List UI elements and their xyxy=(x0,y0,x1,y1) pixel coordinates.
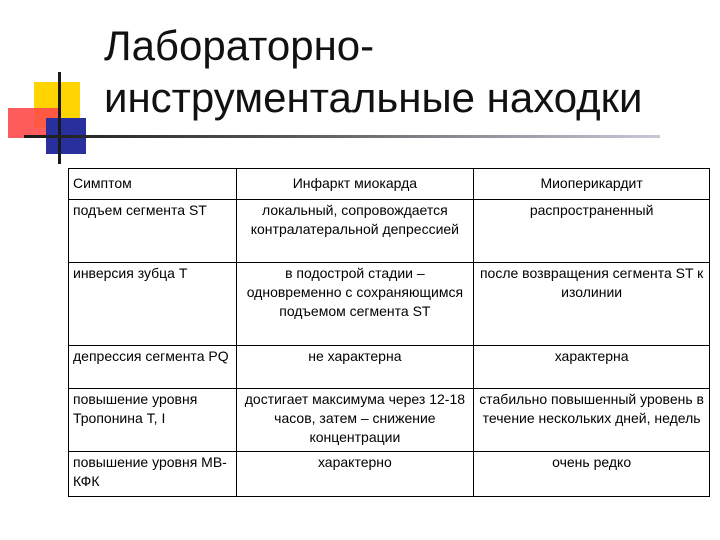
header-myopericarditis: Миоперикардит xyxy=(474,169,710,200)
infarction-cell: не характерна xyxy=(236,346,474,389)
slide-title-line-1: Лабораторно- xyxy=(104,22,375,69)
myopericarditis-cell: после возвращения сегмента ST к изолинии xyxy=(474,263,710,346)
symptom-cell: повышение уровня MB-КФК xyxy=(69,452,237,497)
symptom-cell: инверсия зубца T xyxy=(69,263,237,346)
slide-title-line-2: инструментальные находки xyxy=(104,74,643,121)
decor-vertical-line xyxy=(58,72,61,164)
symptom-cell: подъем сегмента ST xyxy=(69,200,237,263)
myopericarditis-cell: стабильно повышенный уровень в течение нескольких дней, недель xyxy=(474,389,710,452)
infarction-cell: достигает максимума через 12-18 часов, затем – снижение концентрации xyxy=(236,389,474,452)
infarction-cell: в подострой стадии – одновременно с сохраняющимся подъемом сегмента ST xyxy=(236,263,474,346)
symptom-cell: депрессия сегмента PQ xyxy=(69,346,237,389)
findings-table xyxy=(68,168,710,497)
table-row xyxy=(69,389,710,452)
myopericarditis-cell: очень редко xyxy=(474,452,710,497)
table-row xyxy=(69,346,710,389)
header-myocardial-infarction: Инфаркт миокарда xyxy=(236,169,474,200)
myopericarditis-cell: распространенный xyxy=(474,200,710,263)
myopericarditis-cell: характерна xyxy=(474,346,710,389)
table-row xyxy=(69,200,710,263)
infarction-cell: характерно xyxy=(236,452,474,497)
table-row xyxy=(69,452,710,497)
table-header-row xyxy=(69,169,710,200)
slide-title xyxy=(104,20,704,124)
table-row xyxy=(69,263,710,346)
symptom-cell: повышение уровня Тропонина T, I xyxy=(69,389,237,452)
header-symptom: Симптом xyxy=(69,169,237,200)
title-underline xyxy=(24,135,660,138)
infarction-cell: локальный, сопровождается контралатеральной депрессией xyxy=(236,200,474,263)
